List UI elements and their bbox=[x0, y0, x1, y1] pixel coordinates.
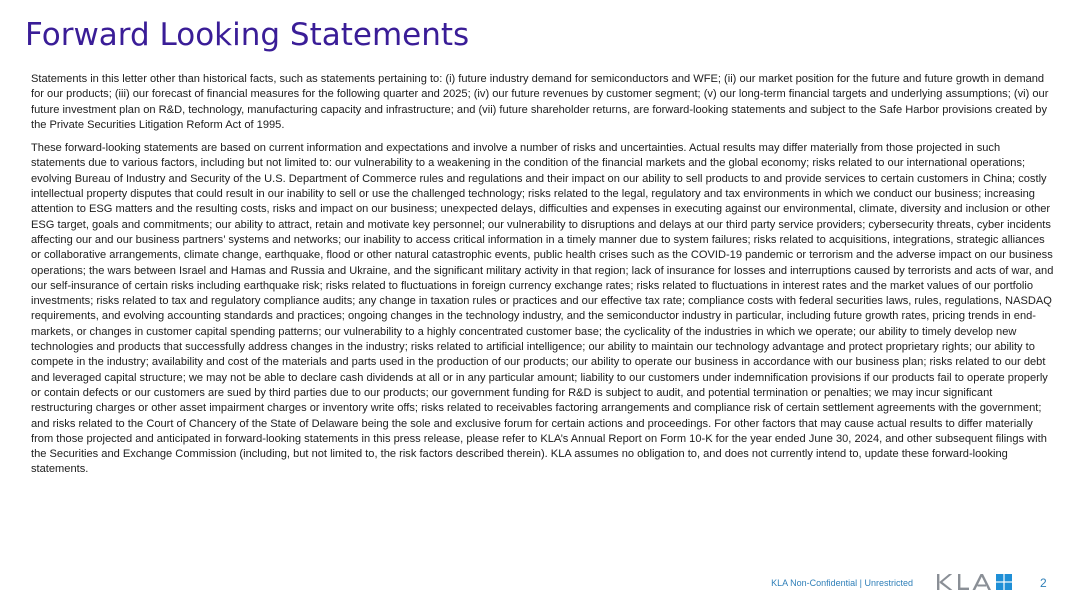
slide-body bbox=[31, 72, 1055, 486]
paragraph-safe-harbor: Statements in this letter other than historical facts, such as statements pertaining to: (i) future industry demand for semiconductors and WFE; (ii) our market position for the future and future growth in demand for our products; (iii) our forecast of financial measures for the following quarter and 2025; (iv) our future revenues by customer segment; (v) our long-term financial targets and underlying assumptions; (vi) our future investment plan on R&D, technology, manufacturing capacity and infrastructure; and (vii) future shareholder returns, are forward-looking statements and subject to the Safe Harbor provisions created by the Private Securities Litigation Reform Act of 1995. bbox=[31, 73, 1049, 131]
page-number: 2 bbox=[1040, 576, 1047, 590]
slide-title: Forward Looking Statements bbox=[25, 17, 470, 53]
kla-logo bbox=[936, 571, 1016, 593]
kla-logo-mark bbox=[996, 574, 1012, 590]
confidentiality-label: KLA Non-Confidential | Unrestricted bbox=[771, 578, 913, 588]
paragraph-risk-factors: These forward-looking statements are based on current information and expectations and involve a number of risks and uncertainties. Actual results may differ materially from those projected in such statements due to various factors, including but not limited to: our vulnerability to a weakening in the condition of the financial markets and the global economy; risks related to our international operations; evolving Bureau of Industry and Security of the U.S. Department of Commerce rules and regulations and their impact on our ability to sell products to and provide services to certain customers in China; costly intellectual property disputes that could result in our inability to sell or use the challenged technology; risks related to the legal, regulatory and tax environments in which we conduct our business; increasing attention to ESG matters and the resulting costs, risks and impact on our business; unexpected delays, difficulties and expenses in executing against our environmental, climate, diversity and inclusion or other ESG target, goals and commitments; our ability to attract, retain and motivate key personnel; our vulnerability to disruptions and delays at our third party service providers; cybersecurity threats, cyber incidents affecting our and our business partners’ systems and networks; our inability to access critical information in a timely manner due to system failures; risks related to acquisitions, integrations, strategic alliances or collaborative arrangements, climate change, earthquake, flood or other natural catastrophic events, public health crises such as the COVID-19 pandemic or terrorism and the adverse impact on our business operations; the wars between Israel and Hamas and Russia and Ukraine, and the significant military activity in that region; lack of insurance for losses and interruptions caused by terrorists and acts of war, and our self-insurance of certain risks including earthquake risk; risks related to fluctuations in foreign currency exchange rates; risks related to fluctuations in interest rates and the market values of our portfolio investments; risks related to tax and regulatory compliance audits; any change in taxation rules or practices and our effective tax rate; compliance costs with federal securities laws, rules, regulations, NASDAQ requirements, and evolving accounting standards and practices; ongoing changes in the technology industry, and the semiconductor industry in particular, including future growth rates, pricing trends in end-markets, or changes in customer capital spending patterns; our vulnerability to a highly concentrated customer base; the cyclicality of the industries in which we operate; our ability to timely develop new technologies and products that successfully address changes in the industry; risks related to artificial intelligence; our ability to maintain our technology advantage and protect proprietary rights; our ability to compete in the industry; availability and cost of the materials and parts used in the production of our products; our ability to operate our business in accordance with our business plan; risks related to our debt and leveraged capital structure; we may not be able to declare cash dividends at all or in any particular amount; liability to our customers under indemnification provisions if our products fail to operate properly or contain defects or our customers are sued by third parties due to our products; our government funding for R&D is subject to audit, and potential termination or penalties; we may incur significant restructuring charges or other asset impairment charges or inventory write offs; risks related to receivables factoring arrangements and compliance risk of certain settlement agreements with the government; and risks related to the Court of Chancery of the State of Delaware being the sole and exclusive forum for certain actions and proceedings. For other factors that may cause actual results to differ materially from those projected and anticipated in forward-looking statements in this press release, please refer to KLA’s Annual Report on Form 10-K for the year ended June 30, 2024, and other subsequent filings with the Securities and Exchange Commission (including, but not limited to, the risk factors described therein). KLA assumes no obligation to, and does not currently intend to, update these forward-looking statements. bbox=[31, 142, 1054, 476]
